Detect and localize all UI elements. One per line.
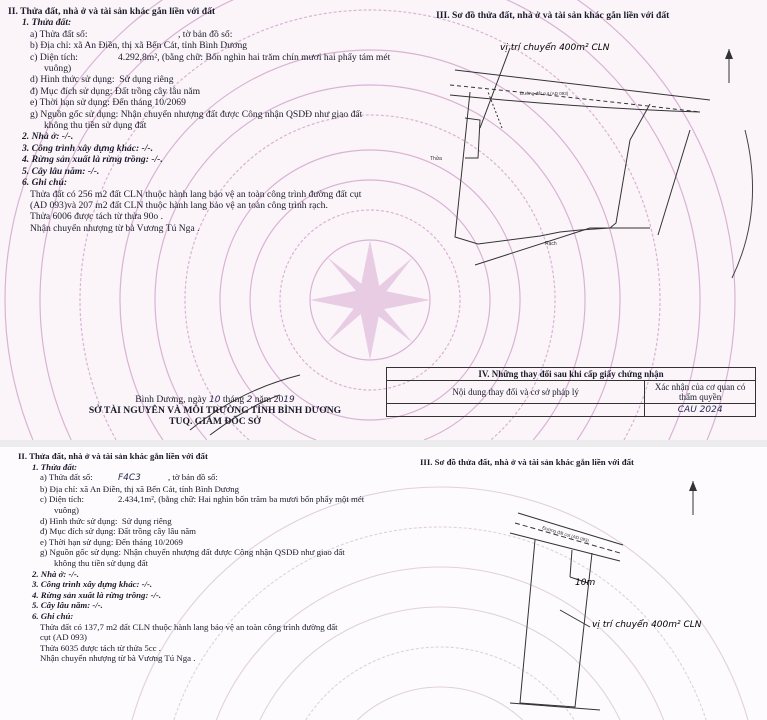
note-line: (AD 093)và 207 m2 đất CLN thuộc hành lang bảo vệ an toàn công trình rạch.	[30, 199, 328, 211]
date-year: 19	[283, 395, 295, 405]
use-form-value: Sử dụng riêng	[119, 74, 174, 86]
area-label: c) Diện tích:	[40, 494, 84, 505]
perennial-item: 5. Cây lâu năm: -/-.	[32, 600, 103, 611]
map-road-label: Đường đất cụt (AD 093)	[541, 525, 590, 544]
parcel-map	[480, 495, 767, 720]
map-section-title: III. Sơ đồ thửa đất, nhà ở và tài sản khác gắn liền với đất	[436, 10, 670, 21]
area-value: 2.434,1m², (bằng chữ: Hai nghìn bốn trăm ba mươi bốn phẩy một mét	[118, 494, 365, 505]
area-row	[8, 51, 391, 63]
use-form-label: d) Hình thức sử dụng:	[30, 74, 115, 86]
land-heading: 1. Thửa đất:	[22, 17, 72, 29]
land-heading: 1. Thửa đất:	[32, 461, 78, 472]
other-works-item: 3. Công trình xây dựng khác: -/-.	[22, 142, 154, 154]
date-month: 2	[246, 395, 253, 405]
other-works-item: 3. Công trình xây dựng khác: -/-.	[32, 579, 153, 590]
year-label: năm 20	[254, 394, 284, 405]
note-line: Thửa đất có 137,7 m2 đất CLN thuộc hành lang bảo vệ an toàn công trình đường đất	[40, 621, 338, 632]
term-label: e) Thời hạn sử dụng:	[40, 536, 114, 547]
term-label: e) Thời hạn sử dụng:	[30, 97, 110, 109]
land-info-section	[8, 6, 391, 234]
parcel-value: F4C3	[118, 473, 141, 484]
origin-label: g) Nguồn gốc sử dụng:	[40, 547, 122, 558]
section-title: II. Thửa đất, nhà ở và tài sản khác gắn liền với đất	[18, 451, 208, 461]
house-item: 2. Nhà ở: -/-.	[22, 131, 74, 143]
use-form-row	[18, 516, 408, 527]
parcel-row	[18, 472, 408, 484]
address-row	[18, 484, 408, 495]
notes-heading: 6. Ghi chú:	[32, 610, 74, 621]
page-separator	[0, 440, 767, 447]
north-arrow-icon	[722, 45, 736, 85]
map-handwriting: vị trí chuyển 400m² CLN	[592, 620, 702, 630]
map-sheet-label: , tờ bản đồ số:	[168, 472, 218, 483]
purpose-value: Đất trồng cây lâu năm	[114, 85, 201, 97]
map-neighbor-label: Thửa	[430, 156, 442, 162]
changes-table	[386, 367, 756, 417]
origin-value: Nhận chuyển nhượng đất được Công nhận QSDĐ như giao đất	[123, 547, 345, 558]
address-row	[8, 40, 388, 51]
land-info-section	[18, 451, 408, 664]
term-value: Đến tháng 10/2069	[112, 97, 186, 109]
purpose-label: đ) Mục đích sử dụng:	[30, 85, 113, 97]
map-handwriting: vị trí chuyển 400m² CLN	[500, 43, 610, 53]
address-label: b) Địa chỉ:	[30, 40, 72, 52]
origin-row	[8, 109, 388, 120]
notes-heading: 6. Ghi chú:	[22, 177, 68, 189]
origin-value-cont: không thu tiền sử dụng đất	[44, 120, 147, 132]
note-line: cụt (AD 093)	[40, 632, 87, 643]
section-title: II. Thửa đất, nhà ở và tài sản khác gắn liền với đất	[8, 6, 216, 17]
parcel-label: a) Thửa đất số:	[40, 472, 93, 483]
month-label: tháng	[222, 394, 245, 405]
origin-value-cont: không thu tiền sử dụng đất	[54, 557, 148, 568]
purpose-row	[8, 86, 388, 97]
purpose-row	[18, 526, 408, 537]
date-day: 10	[209, 395, 221, 405]
perennial-item: 5. Cây lâu năm: -/-.	[22, 165, 100, 177]
changes-cell	[387, 404, 645, 417]
north-arrow-icon	[686, 477, 700, 517]
changes-handwritten-entry: CAU 2024	[645, 404, 756, 417]
map-road-label: Đường đất cụt (AD 093)	[520, 91, 569, 96]
use-form-row	[8, 74, 388, 85]
signature-stroke	[180, 370, 310, 440]
note-line: Nhận chuyển nhượng từ bà Vương Tú Nga .	[40, 653, 196, 664]
forest-item: 4. Rừng sản xuất là rừng trồng: -/-.	[22, 154, 163, 166]
parcel-map	[420, 40, 767, 280]
changes-col-confirmation: Xác nhận của cơ quan có thẩm quyền	[645, 381, 756, 404]
term-value: Đến tháng 10/2069	[115, 536, 183, 547]
changes-col-content: Nội dung thay đổi và cơ sở pháp lý	[387, 381, 645, 404]
area-row	[18, 494, 408, 505]
certificate-page-2	[0, 447, 767, 720]
note-line: Thửa đất có 256 m2 đất CLN thuộc hành lang bảo vệ an toàn công trình đường đất cụt	[30, 188, 362, 200]
house-item: 2. Nhà ở: -/-.	[32, 568, 79, 579]
address-value: xã An Điền, thị xã Bến Cát, tỉnh Bình Dương	[73, 40, 248, 52]
changes-table-title: IV. Những thay đổi sau khi cấp giấy chứng nhận	[387, 368, 756, 381]
area-label: c) Diện tích:	[30, 51, 78, 63]
note-line: Thửa 6006 được tách từ thửa 90o .	[30, 211, 163, 223]
forest-item: 4. Rừng sản xuất là rừng trồng: -/-.	[32, 589, 162, 600]
address-label: b) Địa chỉ:	[40, 483, 78, 494]
area-value-cont: vuông)	[54, 504, 79, 515]
use-form-value: Sử dụng riêng	[121, 515, 172, 526]
origin-label: g) Nguồn gốc sử dụng:	[30, 108, 119, 120]
map-handwriting-width: 10m	[575, 578, 596, 588]
parcel-row	[8, 29, 388, 40]
parcel-label: a) Thửa đất số:	[30, 28, 88, 40]
use-form-label: d) Hình thức sử dụng:	[40, 515, 118, 526]
issuing-agency: SỞ TÀI NGUYÊN VÀ MÔI TRƯỜNG TỈNH BÌNH DƯƠNG	[88, 405, 342, 416]
purpose-value: Đất trồng cây lâu năm	[117, 526, 196, 537]
date-prefix: Bình Dương, ngày	[135, 394, 207, 405]
map-canal-label: Rạch	[545, 241, 557, 247]
map-section-title: III. Sơ đồ thửa đất, nhà ở và tài sản khác gắn liền với đất	[420, 457, 634, 467]
note-line: Nhận chuyển nhượng từ bà Vương Tú Nga .	[30, 222, 200, 234]
origin-value: Nhận chuyển nhượng đất được Công nhận QSDĐ như giao đất	[120, 108, 363, 120]
signatory-title: TUQ. GIÁM ĐỐC SỞ	[169, 416, 261, 427]
note-line: Thửa 6035 được tách từ thửa 5cc .	[40, 642, 161, 653]
address-value: xã An Điền, thị xã Bến Cát, tỉnh Bình Dương	[79, 483, 240, 494]
term-row	[8, 97, 388, 108]
area-value-cont: vuông)	[44, 63, 72, 75]
purpose-label: đ) Mục đích sử dụng:	[40, 526, 116, 537]
map-sheet-label: , tờ bản đồ số:	[178, 28, 233, 40]
area-value: 4.292,8m², (bằng chữ: Bốn nghìn hai trăm chín mươi hai phẩy tám mét	[118, 51, 391, 63]
term-row	[18, 537, 408, 548]
origin-row	[18, 547, 408, 558]
